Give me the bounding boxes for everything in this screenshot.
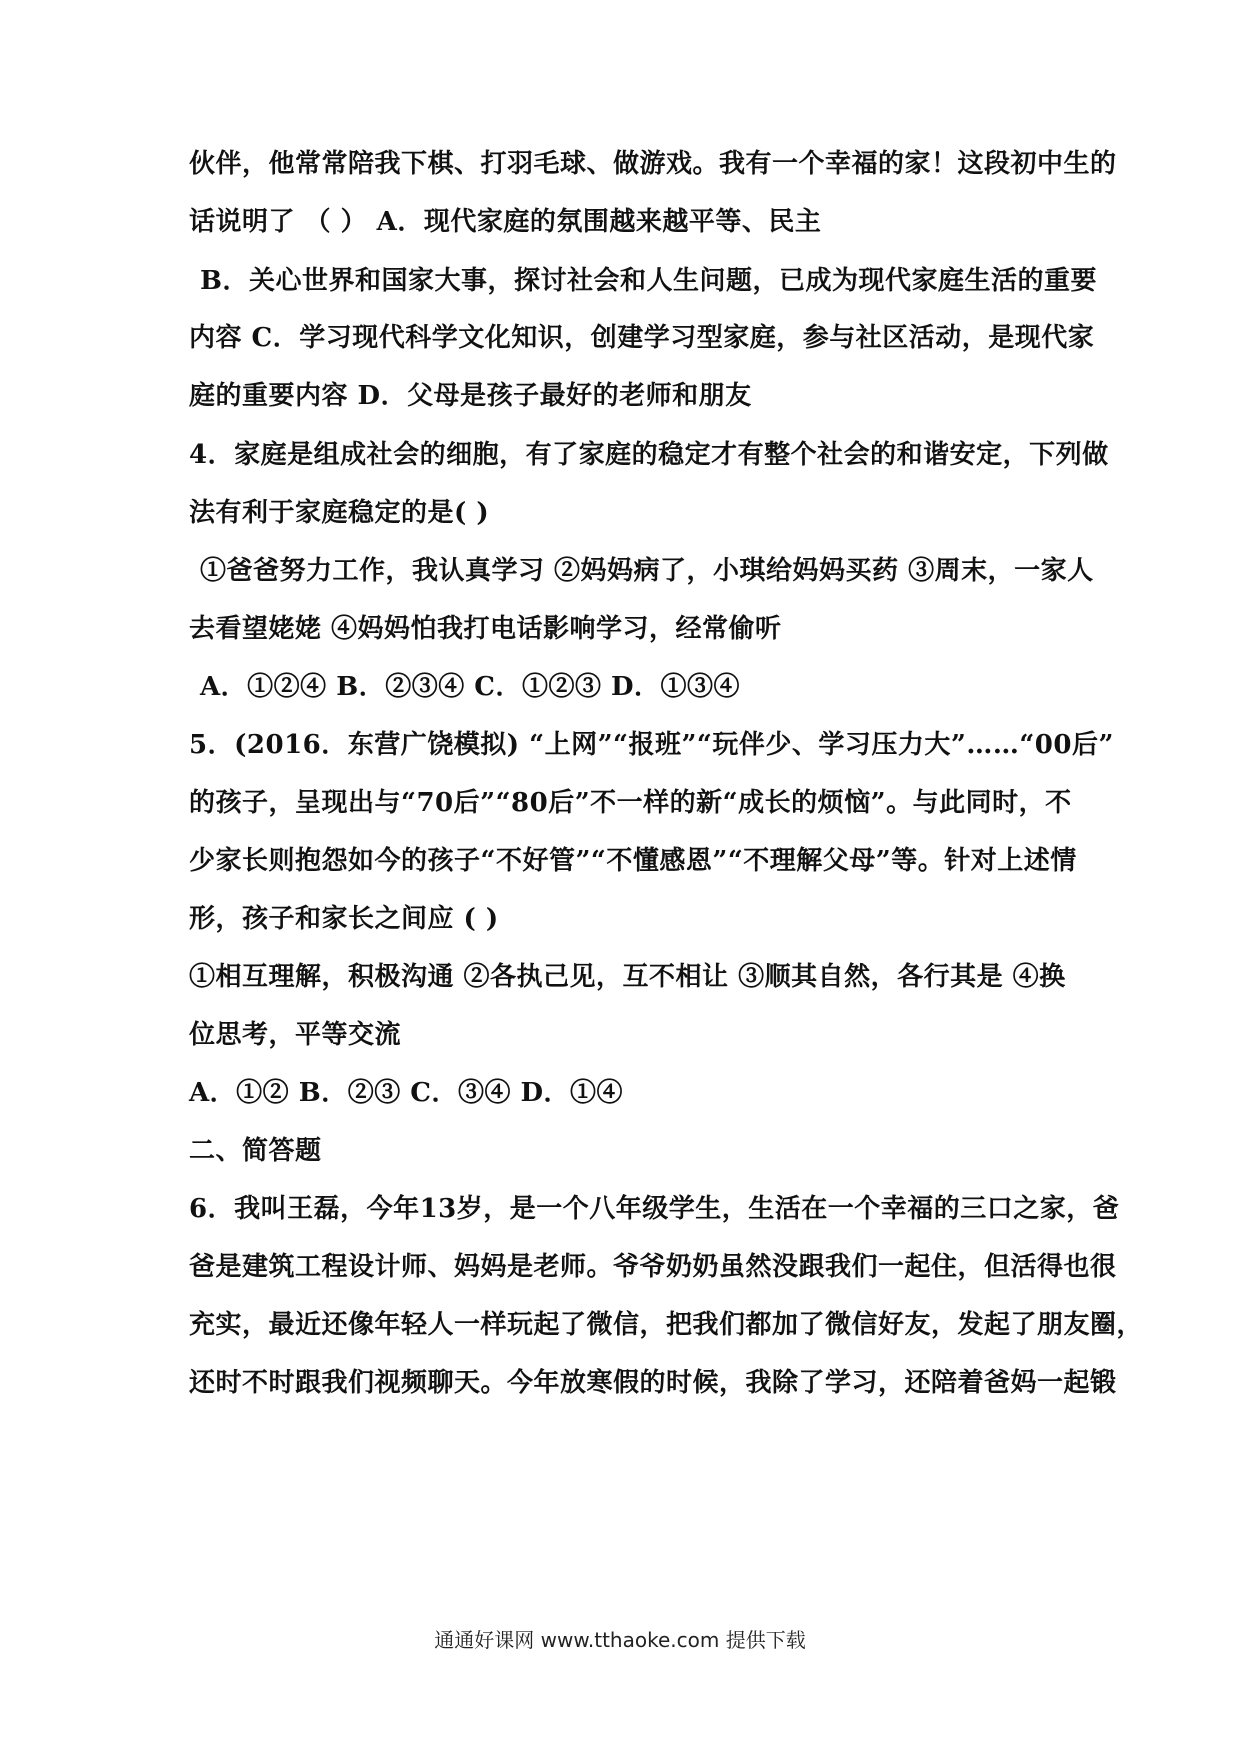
text-line: 去看望姥姥 ④妈妈怕我打电话影响学习，经常偷听	[189, 614, 782, 644]
text-line: 话说明了 （ ） A．现代家庭的氛围越来越平等、民主	[189, 207, 822, 237]
question-5: 5．(2016．东营广饶模拟) “上网”“报班”“玩伴少、学习压力大”……“00后”	[189, 730, 1114, 760]
page-footer: 通通好课网 www.tthaoke.com 提供下载	[434, 1628, 806, 1652]
text-line: 位思考，平等交流	[189, 1020, 402, 1050]
text-line: 爸是建筑工程设计师、妈妈是老师。爷爷奶奶虽然没跟我们一起住，但活得也很	[189, 1252, 1117, 1282]
text-line: 还时不时跟我们视频聊天。今年放寒假的时候，我除了学习，还陪着爸妈一起锻	[189, 1368, 1117, 1398]
text-line: ①相互理解，积极沟通 ②各执己见，互不相让 ③顺其自然，各行其是 ④换	[189, 962, 1066, 992]
section-heading: 二、简答题	[189, 1136, 322, 1166]
text-line: 形，孩子和家长之间应 ( )	[189, 904, 499, 934]
text-line: 庭的重要内容 D．父母是孩子最好的老师和朋友	[189, 381, 752, 411]
text-line: 伙伴，他常常陪我下棋、打羽毛球、做游戏。我有一个幸福的家！这段初中生的	[189, 149, 1117, 179]
question-4: 4．家庭是组成社会的细胞，有了家庭的稳定才有整个社会的和谐安定，下列做	[189, 440, 1109, 470]
text-line: 的孩子，呈现出与“70后”“80后”不一样的新“成长的烦恼”。与此同时，不	[189, 788, 1072, 818]
question-6: 6．我叫王磊，今年13岁，是一个八年级学生，生活在一个幸福的三口之家，爸	[189, 1194, 1120, 1224]
text-line: 充实，最近还像年轻人一样玩起了微信，把我们都加了微信好友，发起了朋友圈，	[189, 1310, 1144, 1340]
text-line: ①爸爸努力工作，我认真学习 ②妈妈病了，小琪给妈妈买药 ③周末，一家人	[200, 556, 1094, 586]
text-line: B．关心世界和国家大事，探讨社会和人生问题，已成为现代家庭生活的重要	[200, 266, 1097, 296]
answer-options: A．①② B．②③ C．③④ D．①④	[189, 1078, 624, 1108]
text-line: 内容 C．学习现代科学文化知识，创建学习型家庭，参与社区活动，是现代家	[189, 323, 1095, 353]
text-line: 法有利于家庭稳定的是( )	[189, 498, 490, 528]
answer-options: A．①②④ B．②③④ C．①②③ D．①③④	[200, 672, 741, 702]
text-line: 少家长则抱怨如今的孩子“不好管”“不懂感恩”“不理解父母”等。针对上述情	[189, 846, 1077, 876]
